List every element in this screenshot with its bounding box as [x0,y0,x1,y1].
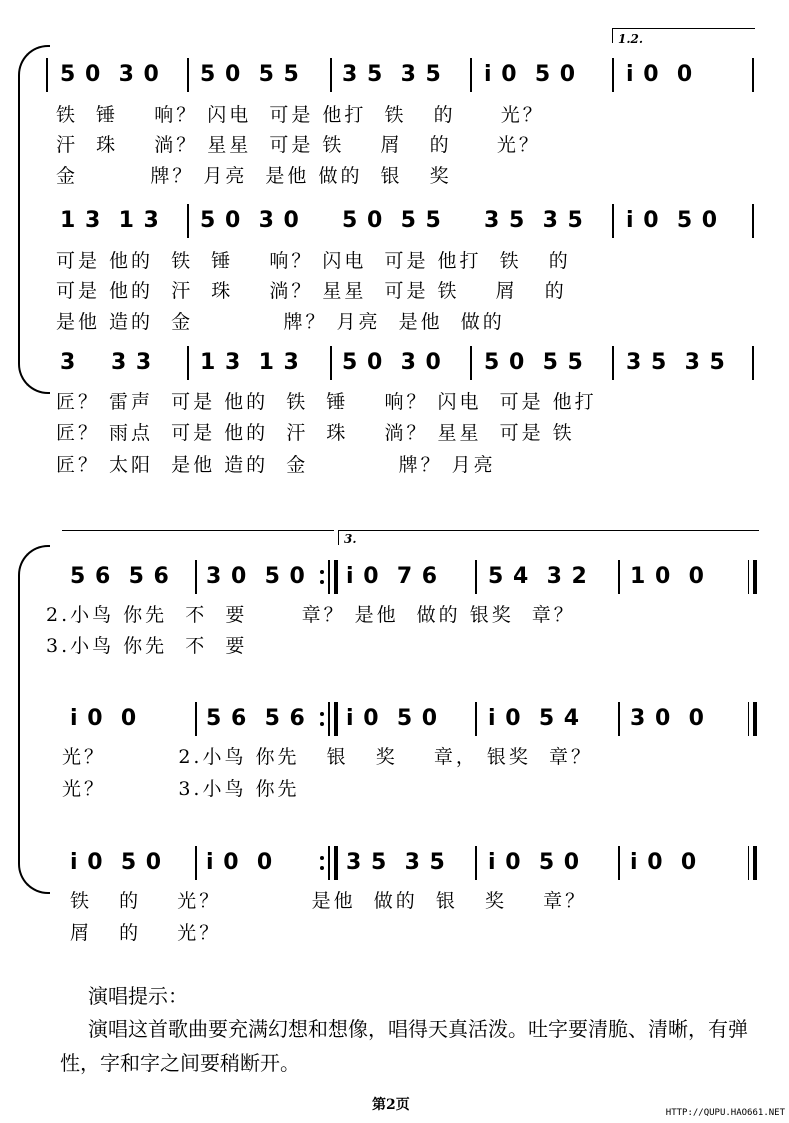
final-barline-thick [753,846,757,880]
barline [330,346,332,380]
barline [612,58,614,92]
measure-2: i 0 0 [206,850,274,875]
watermark-url: HTTP://QUPU.HAO661.NET [665,1108,785,1118]
measure-2: 5 0 3 0 [200,208,300,233]
measure-3: 5 0 3 0 [342,350,442,375]
measure-5: 3 5 3 5 [626,350,726,375]
barline [475,560,477,594]
volta-label-3: 3. [344,532,357,546]
measure-2: 1 3 1 3 [200,350,300,375]
measure-1: 3 3 3 [60,350,153,375]
measure-4: 5 4 3 2 [488,564,588,589]
barline [187,204,189,238]
barline [187,346,189,380]
measure-2: 5 0 5 5 [200,62,300,87]
lyric-line-3: 是他 造的 金 牌？ 月亮 是他 做的 [56,311,505,333]
measure-5: 3 0 0 [630,706,705,731]
barline [187,58,189,92]
volta-3 [338,530,759,545]
measure-1: 1 3 1 3 [60,208,160,233]
barline [328,846,330,880]
barline [46,58,48,92]
barline [195,702,197,736]
lyric-line-2: 汗 珠 淌？ 星星 可是 铁 屑 的 光？ [56,134,541,156]
measure-2: 3 0 5 0 [206,564,306,589]
measure-5: 1 0 0 [630,564,705,589]
volta-1-2-continuation [62,530,334,531]
barline [618,846,620,880]
system-brace-bottom [18,545,50,894]
measure-4: 3 5 3 5 [484,208,584,233]
tips-text: 演唱这首歌曲要充满幻想和想像，唱得天真活泼。吐字要清脆、清晰，有弹性，字和字之间要稍断开。 [60,1017,748,1075]
lyric-line-2: 光？ 3.小鸟 你先 [62,778,300,800]
lyric-line-1: 铁 的 光？ 是他 做的 银 奖 章？ [70,890,588,912]
barline [752,346,754,380]
measure-4: i 0 5 0 [488,850,581,875]
lyric-line-2: 可是 他的 汗 珠 淌？ 星星 可是 铁 屑 的 [56,280,567,302]
barline [328,560,330,594]
barline-double [334,560,338,594]
lyric-line-3: 匠？ 太阳 是他 造的 金 牌？ 月亮 [56,454,496,476]
barline [328,702,330,736]
volta-label-1-2: 1.2. [618,32,644,46]
measure-3: 3 5 3 5 [342,62,442,87]
system-brace-top [18,45,50,394]
measure-5: i 0 0 [626,62,694,87]
measure-1: i 0 5 0 [70,850,163,875]
final-barline-thick [753,702,757,736]
measure-4: i 0 5 0 [484,62,577,87]
lyric-line-1: 铁 锤 响？ 闪电 可是 他打 铁 的 光？ [56,104,545,126]
barline [618,702,620,736]
barline-double [334,702,338,736]
barline [195,560,197,594]
final-barline-thin [748,560,749,594]
lyric-line-2: 屑 的 光？ [70,922,222,944]
lyric-line-1: 可是 他的 铁 锤 响？ 闪电 可是 他打 铁 的 [56,250,571,272]
measure-1: i 0 0 [70,706,138,731]
measure-1: 5 6 5 6 [70,564,170,589]
barline-double [334,846,338,880]
measure-4: i 0 5 4 [488,706,581,731]
barline [618,560,620,594]
barline [612,204,614,238]
measure-5: i 0 5 0 [626,208,719,233]
final-barline-thick [753,560,757,594]
final-barline-thin [748,846,749,880]
measure-3: 5 0 5 5 [342,208,442,233]
barline [612,346,614,380]
measure-5: i 0 0 [630,850,698,875]
final-barline-thin [748,702,749,736]
measure-3: i 0 7 6 [346,564,439,589]
page-number: 第2页 [372,1097,410,1113]
barline [330,58,332,92]
barline [470,346,472,380]
measure-4: 5 0 5 5 [484,350,584,375]
measure-1: 5 0 3 0 [60,62,160,87]
tips-title: 演唱提示： [88,984,188,1008]
barline [195,846,197,880]
lyric-line-3: 金 牌？ 月亮 是他 做的 银 奖 [56,165,452,187]
measure-2: 5 6 5 6 [206,706,306,731]
barline [475,846,477,880]
barline [470,58,472,92]
measure-3: 3 5 3 5 [346,850,446,875]
lyric-line-1: 光？ 2.小鸟 你先 银 奖 章， 银奖 章？ [62,746,593,768]
barline [475,702,477,736]
lyric-line-1: 匠？ 雷声 可是 他的 铁 锤 响？ 闪电 可是 他打 [56,391,597,413]
lyric-line-2: 3.小鸟 你先 不 要 [46,635,248,657]
barline [752,58,754,92]
measure-3: i 0 5 0 [346,706,439,731]
barline [752,204,754,238]
lyric-line-2: 匠？ 雨点 可是 他的 汗 珠 淌？ 星星 可是 铁 [56,422,575,444]
lyric-line-1: 2.小鸟 你先 不 要 章？ 是他 做的 银奖 章？ [46,604,576,626]
